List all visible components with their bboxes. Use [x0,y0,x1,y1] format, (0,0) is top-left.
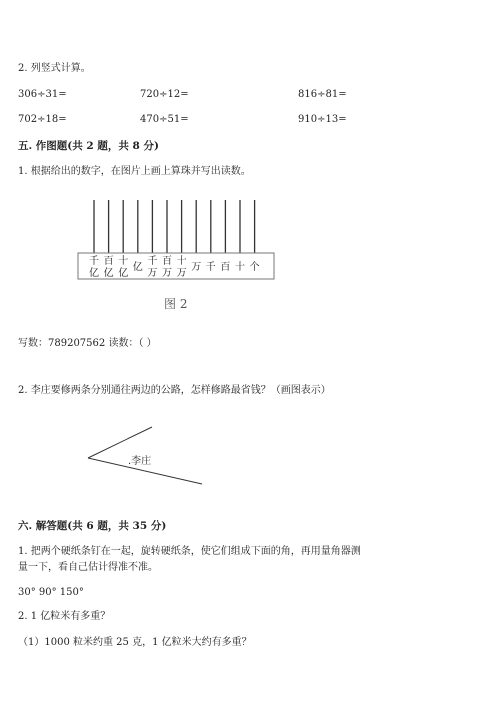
answers-q2-sub1: （1）1000 粒米约重 25 克，1 亿粒米大约有多重？ [18,637,252,648]
abacus-label: 千万 [147,256,158,279]
answers-q1-line2: 量一下，看自己估计得准不准。 [18,562,158,573]
answers-heading: 六. 解答题(共 6 题，共 35 分) [18,520,167,532]
abacus-label: 个 [249,262,260,273]
abacus-rods [94,200,255,253]
drawing-heading: 五. 作图题(共 2 题，共 8 分) [18,140,159,152]
calc-row-1 [18,89,478,101]
abacus-label: 十亿 [118,256,129,279]
road-upper [88,427,152,458]
abacus-label: 百亿 [103,256,114,279]
calc-item: 470÷51= [140,114,189,125]
write-number-line: 写数：789207562 读数：（ ） [18,338,157,349]
calc-item: 910÷13= [298,114,347,125]
abacus-label: 千 [205,262,216,273]
village-angle-figure [82,424,212,494]
abacus-label: 十 [235,262,245,273]
calc-item: 816÷81= [298,89,347,100]
calc-heading: 2. 列竖式计算。 [18,63,91,74]
abacus-label: 十万 [176,256,187,279]
abacus-label: 千亿 [89,256,99,279]
abacus-label: 百 [220,262,231,273]
abacus-figure [74,196,284,321]
abacus-label: 万 [191,262,202,273]
abacus-label: 百万 [162,256,172,279]
calc-item: 702÷18= [18,114,67,125]
answers-q1-line1: 1. 把两个硬纸条钉在一起，旋转硬纸条，使它们组成下面的角，再用量角器测 [18,546,361,557]
village-label: .李庄 [128,456,152,467]
calc-item: 306÷31= [18,89,67,100]
answers-q2: 2. 1 亿粒米有多重？ [18,611,111,622]
drawing-question-1: 1. 根据给出的数字，在图片上画上算珠并写出读数。 [18,166,251,177]
angles-list: 30° 90° 150° [18,587,84,598]
drawing-question-2: 2. 李庄要修两条分别通往两边的公路，怎样修路最省钱？（画图表示） [18,385,331,396]
figure-caption: 图 2 [164,297,188,311]
calc-item: 720÷12= [140,89,189,100]
abacus-label: 亿 [132,262,143,273]
calc-row-2 [18,114,478,126]
